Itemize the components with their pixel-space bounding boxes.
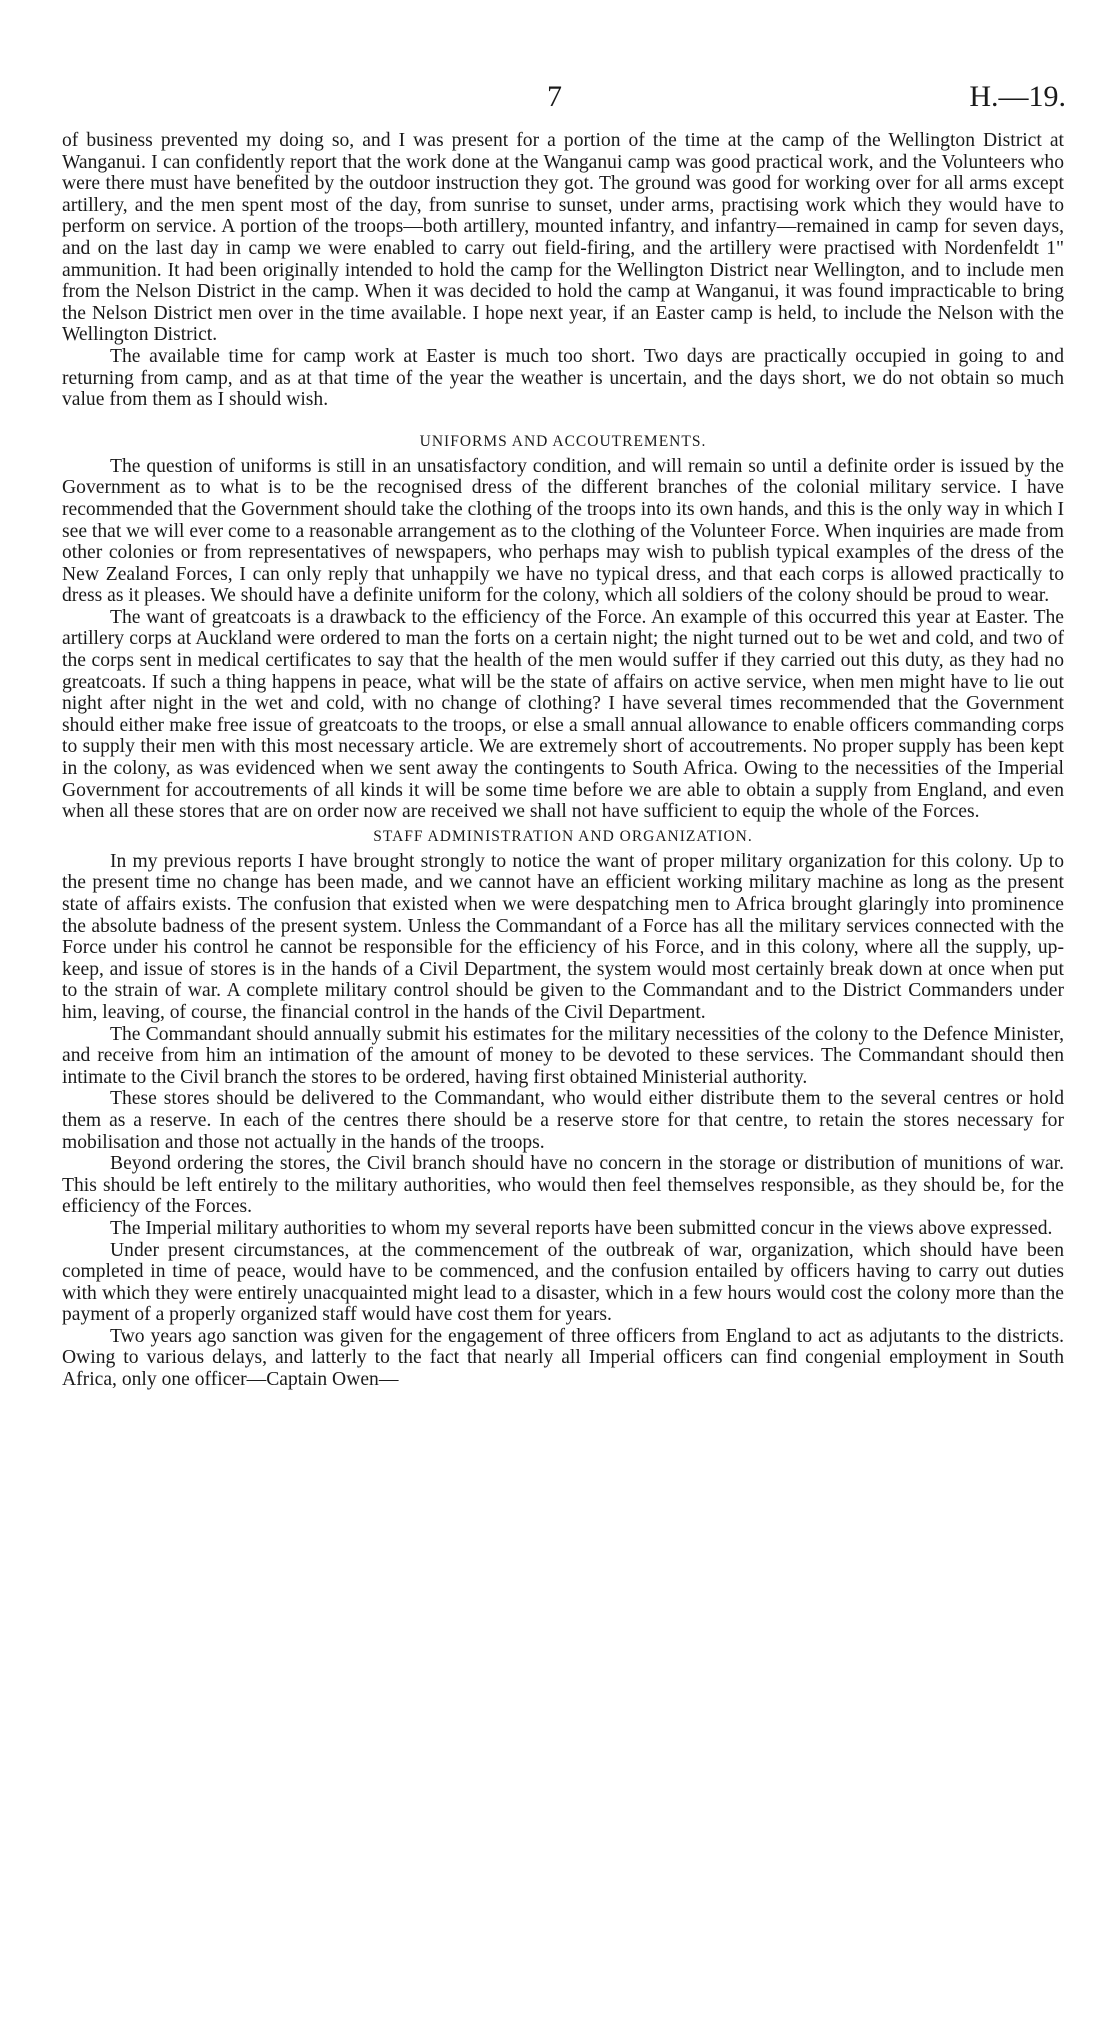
paragraph: Beyond ordering the stores, the Civil branch should have no concern in the storage or distribution of munitions of war. This should be left entirely to the military authorities, who would then feel themselves responsible, as they should be, for the efficiency of the Forces. <box>62 1153 1064 1218</box>
paragraph: The Imperial military authorities to whom my several reports have been submitted concur in the views above expressed. <box>110 1217 1053 1239</box>
section-heading-staff-administration: STAFF ADMINISTRATION AND ORGANIZATION. <box>373 827 753 845</box>
paragraph: The want of greatcoats is a drawback to the efficiency of the Force. An example of this occurred this year at Easter. The artillery corps at Auckland were ordered to man the forts on a certain night; the night turned out to be wet and cold, and two of the corps sent in medical certificates to say that the health of the men would suffer if they carried out this duty, as they had no greatcoats. If such a thing happens in peace, what will be the state of affairs on active service, when men might have to lie out night after night in the wet and cold, with no change of clothing? I have several times recommended that the Government should either make free issue of greatcoats to the troops, or else a small annual allowance to enable officers commanding corps to supply their men with this most necessary article. We are extremely short of accoutrements. No proper supply has been kept in the colony, as was evidenced when we sent away the contingents to South Africa. Owing to the necessities of the Imperial Government for accoutrements of all kinds it will be some time before we are able to obtain a supply from England, and even when all these stores that are on order now are received we shall not have sufficient to equip the whole of the Forces. <box>62 606 1064 823</box>
paragraph-continued: of business prevented my doing so, and I was present for a portion of the time at the camp of the Wellington District at Wanganui. I can confidently report that the work done at the Wanganui camp was good practical work, and the Volunteers who were there must have benefited by the outdoor instruction they got. The ground was good for working over for all arms except artillery, and the men spent most of the day, from sunrise to sunset, under arms, practising work which they would have to perform on service. A portion of the troops—both artillery, mounted infantry, and infantry—remained in camp for seven days, and on the last day in camp we were enabled to carry out field-firing, and the artillery were practised with Nordenfeldt 1" ammunition. It had been originally intended to hold the camp for the Wellington District near Wellington, and to include men from the Nelson District in the camp. When it was decided to hold the camp at Wanganui, it was found impracticable to bring the Nelson District men over in the time available. I hope next year, if an Easter camp is held, to include the Nelson with the Wellington District. <box>62 130 1064 346</box>
paragraph: The available time for camp work at Easter is much too short. Two days are practically occupied in going to and returning from camp, and as at that time of the year the weather is uncertain, and the days short, we do not obtain so much value from them as I should wish. <box>62 345 1064 411</box>
paragraph: The question of uniforms is still in an unsatisfactory condition, and will remain so until a definite order is issued by the Government as to what is to be the recognised dress of the different branches of the colonial military service. I have recommended that the Government should take the clothing of the troops into its own hands, and this is the only way in which I see that we will ever come to a reasonable arrangement as to the clothing of the Volunteer Force. When inquiries are made from other colonies or from representatives of newspapers, who perhaps may wish to publish typical examples of the dress of the New Zealand Forces, I can only reply that unhappily we have no typical dress, and that each corps is allowed practically to dress as it pleases. We should have a definite uniform for the colony, which all soldiers of the colony should be proud to wear. <box>62 455 1064 607</box>
document-reference: H.—19. <box>969 80 1066 113</box>
paragraph: In my previous reports I have brought strongly to notice the want of proper military organization for this colony. Up to the present time no change has been made, and we cannot have an efficient working military machine as long as the present state of affairs exists. The confusion that existed when we were despatching men to Africa brought glaringly into prominence the absolute badness of the present system. Unless the Commandant of a Force has all the military services connected with the Force under his control he cannot be responsible for the efficiency of his Force, and in this colony, where all the supply, up-keep, and issue of stores is in the hands of a Civil Department, the system would most certainly break down at once when put to the strain of war. A complete military control should be given to the Commandant and to the District Commanders under him, leaving, of course, the financial control in the hands of the Civil Department. <box>62 850 1064 1023</box>
paragraph: Two years ago sanction was given for the engagement of three officers from England to act as adjutants to the districts. Owing to various delays, and latterly to the fact that nearly all Imperial officers can find congenial employment in South Africa, only one officer—Captain Owen— <box>62 1325 1064 1391</box>
page-header <box>62 80 1064 120</box>
page-number: 7 <box>547 80 562 113</box>
paragraph: These stores should be delivered to the Commandant, who would either distribute them to the several centres or hold them as a reserve. In each of the centres there should be a reserve store for that centre, to retain the stores necessary for mobilisation and those not actually in the hands of the troops. <box>62 1088 1064 1153</box>
section-heading-uniforms: UNIFORMS AND ACCOUTREMENTS. <box>419 432 707 450</box>
document-page <box>62 80 1064 1391</box>
body-text <box>62 130 1064 1391</box>
paragraph: The Commandant should annually submit his estimates for the military necessities of the colony to the Defence Minister, and receive from him an intimation of the amount of money to be devoted to these services. The Commandant should then intimate to the Civil branch the stores to be ordered, having first obtained Ministerial authority. <box>62 1023 1064 1088</box>
paragraph: Under present circumstances, at the commencement of the outbreak of war, organization, which should have been completed in time of peace, would have to be commenced, and the confusion entailed by officers having to carry out duties with which they were entirely unacquainted might lead to a disaster, which in a few hours would cost the colony more than the payment of a properly organized staff would have cost them for years. <box>62 1239 1064 1326</box>
